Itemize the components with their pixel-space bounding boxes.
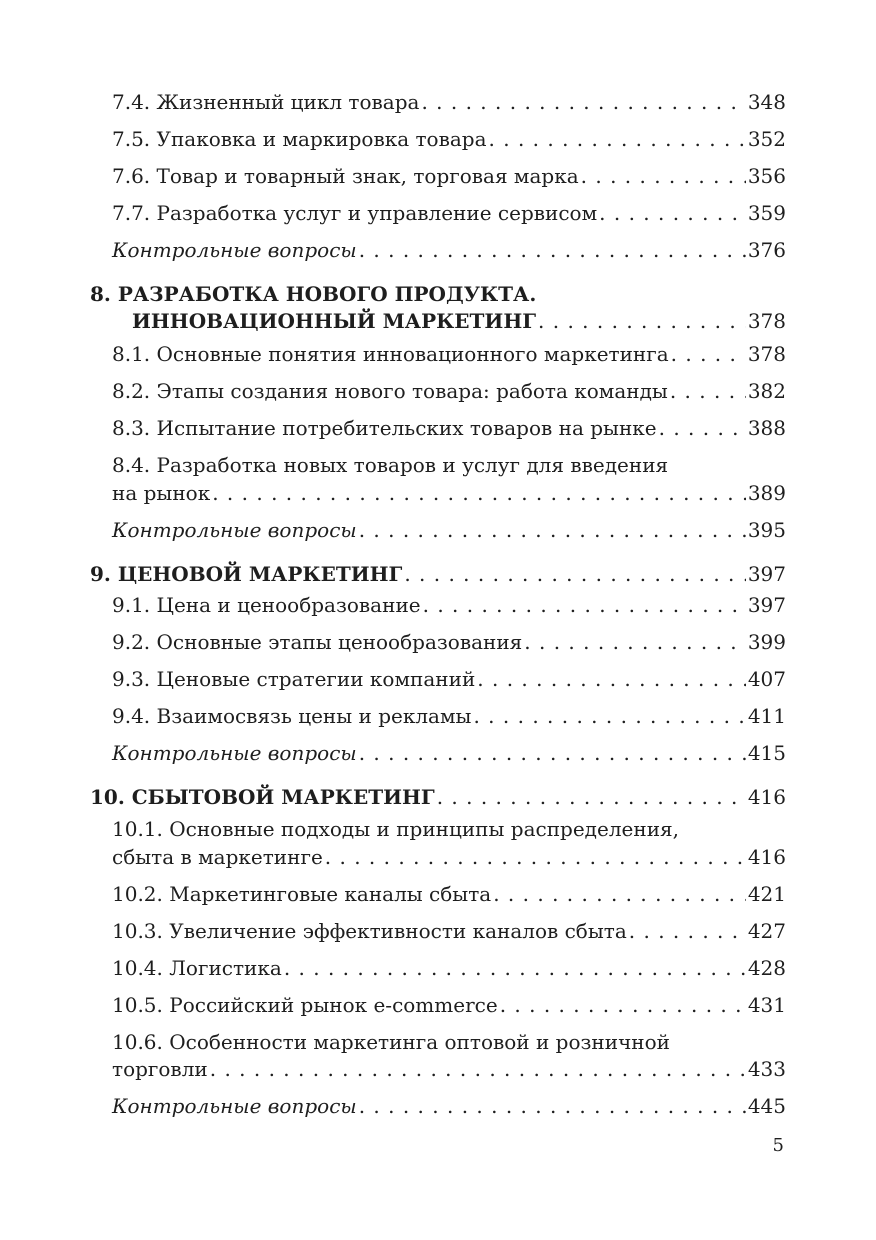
toc-entry-title: ИННОВАЦИОННЫЙ МАРКЕТИНГ [132, 309, 537, 333]
page-number: 5 [772, 1135, 784, 1156]
toc-entry-page: 359 [747, 201, 786, 225]
toc-entry-title: 7.5. Упаковка и маркировка товара [112, 127, 487, 151]
toc-entry-page: 431 [747, 993, 786, 1017]
toc-entry-title: Контрольные вопросы [112, 518, 357, 542]
toc-entry-title: торговли [112, 1057, 208, 1081]
toc-entry-10-3[interactable] [112, 917, 786, 945]
toc-entry-8-2[interactable] [112, 377, 786, 405]
toc-entry-page: 397 [747, 593, 786, 617]
toc-chapter-8-line1[interactable]: 8. РАЗРАБОТКА НОВОГО ПРОДУКТА. [90, 282, 537, 306]
toc-entry-7-7[interactable] [112, 199, 786, 227]
toc-entry-page: 445 [747, 1094, 786, 1118]
toc-entry-title: 9.2. Основные этапы ценообразования [112, 630, 523, 654]
toc-entry-8-3[interactable] [112, 414, 786, 442]
toc-entry-9-1[interactable] [112, 591, 786, 619]
toc-entry-7-5[interactable] [112, 125, 786, 153]
toc-entry-page: 378 [747, 309, 786, 333]
toc-entry-page: 376 [747, 238, 786, 262]
toc-entry-title: 10.2. Маркетинговые каналы сбыта [112, 882, 492, 906]
toc-entry-title: 9.1. Цена и ценообразование [112, 593, 421, 617]
toc-entry-questions-9[interactable] [112, 739, 786, 767]
toc-entry-page: 352 [747, 127, 786, 151]
toc-entry-page: 397 [747, 562, 786, 586]
toc-entry-title: 10.5. Российский рынок e-commerce [112, 993, 498, 1017]
toc-entry-page: 415 [747, 741, 786, 765]
toc-entry-8-4-line1[interactable]: 8.4. Разработка новых товаров и услуг для введения [112, 453, 669, 477]
toc-entry-title: 7.7. Разработка услуг и управление сервисом [112, 201, 598, 225]
toc-entry-page: 382 [747, 379, 786, 403]
toc-entry-page: 421 [747, 882, 786, 906]
toc-entry-page: 395 [747, 518, 786, 542]
toc-entry-7-6[interactable] [112, 162, 786, 190]
toc-entry-page: 433 [747, 1057, 786, 1081]
toc-entry-9-4[interactable] [112, 702, 786, 730]
toc-entry-page: 388 [747, 416, 786, 440]
toc-entry-page: 427 [747, 919, 786, 943]
toc-entry-page: 378 [747, 342, 786, 366]
toc-entry-title: Контрольные вопросы [112, 238, 357, 262]
toc-entry-questions-8[interactable] [112, 516, 786, 544]
toc-entry-10-6[interactable] [112, 1055, 786, 1083]
toc-entry-9-3[interactable] [112, 665, 786, 693]
toc-entry-10-4[interactable] [112, 954, 786, 982]
toc-entry-title: 10.3. Увеличение эффективности каналов сбыта [112, 919, 627, 943]
toc-entry-questions-10[interactable] [112, 1092, 786, 1120]
toc-entry-page: 416 [747, 785, 786, 809]
toc-entry-7-4[interactable] [112, 88, 786, 116]
toc-entry-title: 9. ЦЕНОВОЙ МАРКЕТИНГ [90, 562, 403, 586]
toc-entry-title: Контрольные вопросы [112, 741, 357, 765]
toc-entry-page: 411 [747, 704, 786, 728]
toc-entry-page: 356 [747, 164, 786, 188]
toc-entry-title: 9.3. Ценовые стратегии компаний [112, 667, 476, 691]
toc-entry-page: 428 [747, 956, 786, 980]
toc-entry-title: на рынок [112, 481, 211, 505]
toc-entry-9-2[interactable] [112, 628, 786, 656]
toc-entry-title: Контрольные вопросы [112, 1094, 357, 1118]
toc-entry-10-5[interactable] [112, 991, 786, 1019]
toc-entry-title: 7.6. Товар и товарный знак, торговая марка [112, 164, 579, 188]
toc-entry-8-1[interactable] [112, 340, 786, 368]
toc-entry-title: 9.4. Взаимосвязь цены и рекламы [112, 704, 472, 728]
toc-entry-page: 389 [747, 481, 786, 505]
toc-entry-title: сбыта в маркетинге [112, 845, 323, 869]
toc-entry-questions-7[interactable] [112, 236, 786, 264]
toc-entry-page: 416 [747, 845, 786, 869]
toc-chapter-8[interactable] [90, 307, 786, 335]
toc-entry-title: 10. СБЫТОВОЙ МАРКЕТИНГ [90, 785, 435, 809]
toc-entry-title: 8.2. Этапы создания нового товара: работа команды [112, 379, 668, 403]
toc-entry-page: 348 [747, 90, 786, 114]
toc-entry-10-2[interactable] [112, 880, 786, 908]
toc-entry-title: 8.1. Основные понятия инновационного маркетинга [112, 342, 669, 366]
toc-entry-title: 8.3. Испытание потребительских товаров на рынке [112, 416, 657, 440]
toc-entry-10-1[interactable] [112, 843, 786, 871]
toc-entry-title: 10.4. Логистика [112, 956, 282, 980]
toc-entry-10-1-line1[interactable]: 10.1. Основные подходы и принципы распределения, [112, 817, 680, 841]
toc-entry-8-4[interactable] [112, 479, 786, 507]
toc-entry-title: 7.4. Жизненный цикл товара [112, 90, 420, 114]
toc-chapter-10[interactable] [90, 783, 786, 811]
toc-chapter-9[interactable] [90, 560, 786, 588]
toc-entry-page: 407 [747, 667, 786, 691]
toc-entry-page: 399 [747, 630, 786, 654]
toc-entry-10-6-line1[interactable]: 10.6. Особенности маркетинга оптовой и розничной [112, 1030, 671, 1054]
